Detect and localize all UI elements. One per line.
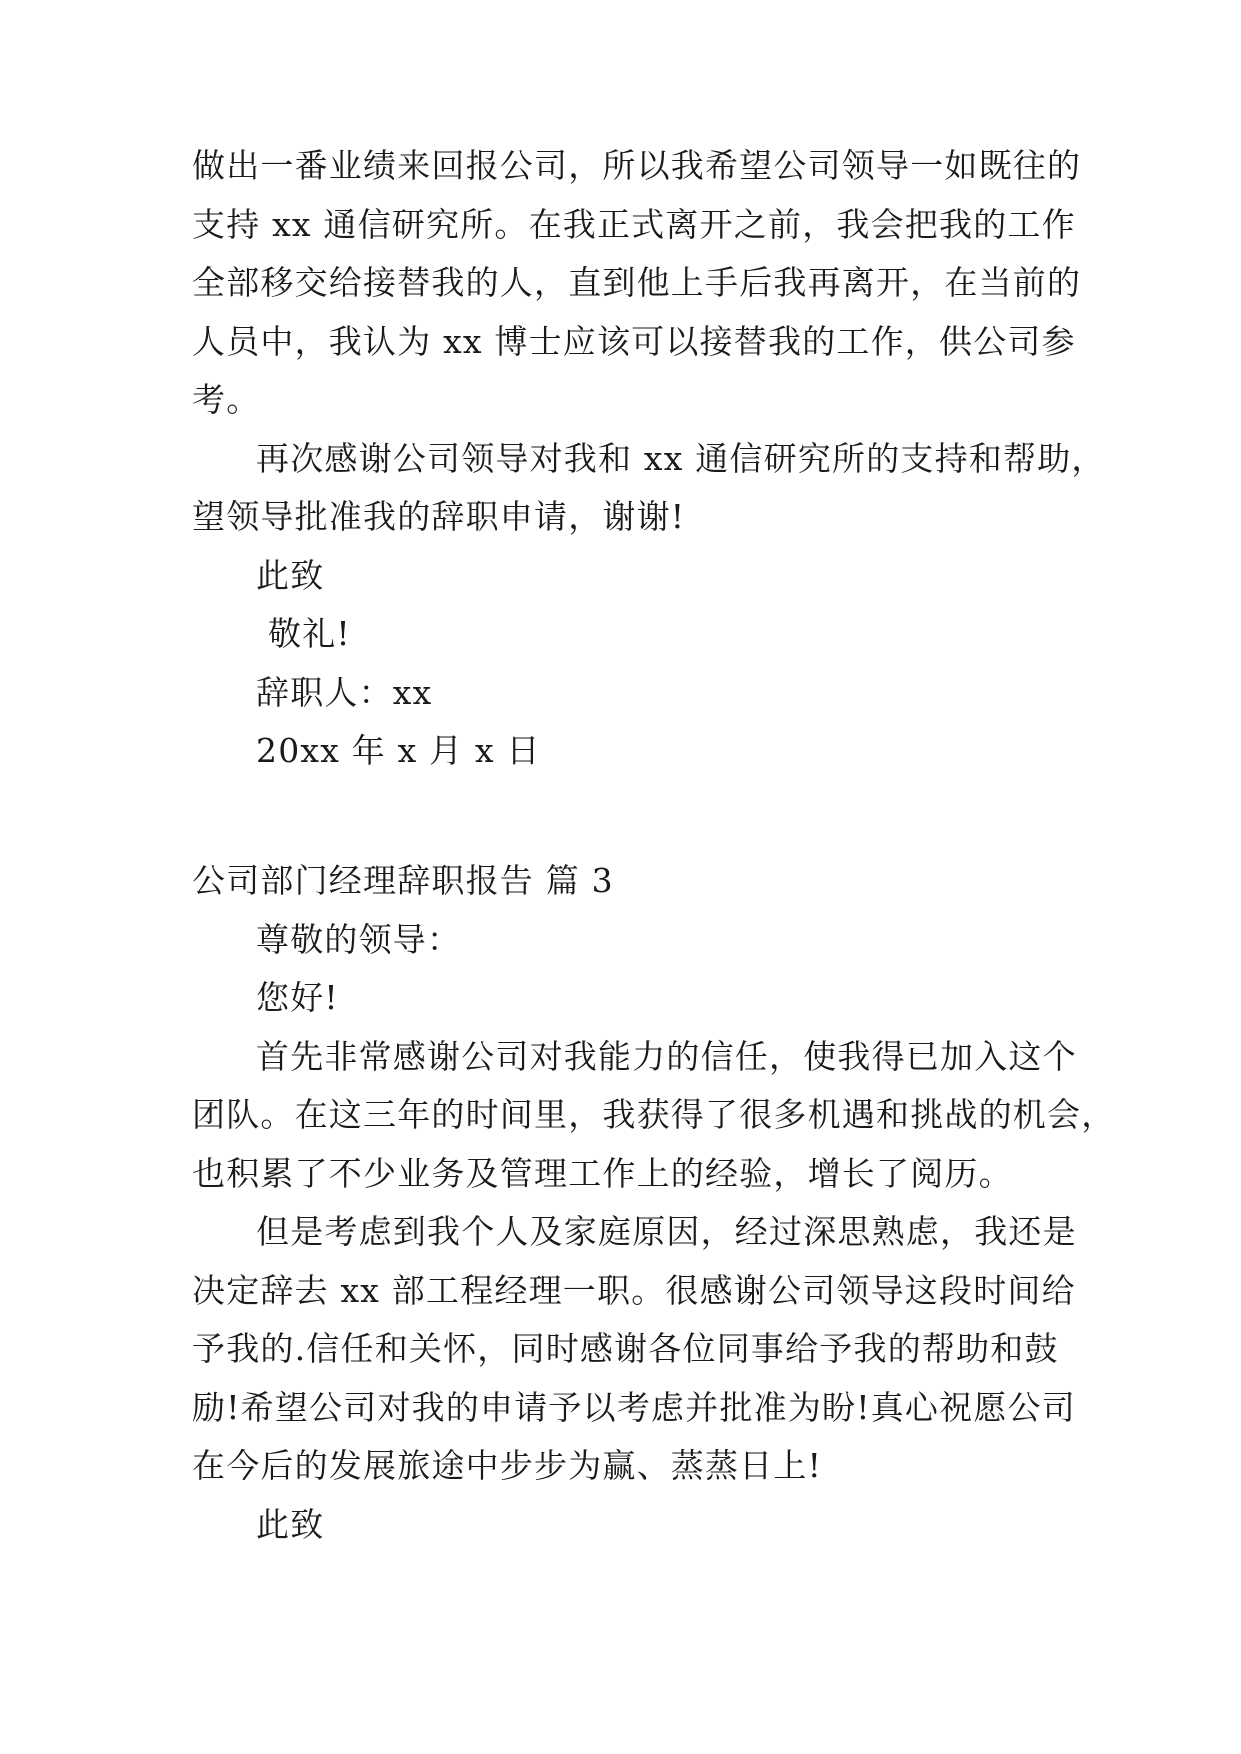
body-line: 再次感谢公司领导对我和 xx 通信研究所的支持和帮助， bbox=[256, 438, 1106, 478]
body-line: 支持 xx 通信研究所。在我正式离开之前，我会把我的工作 bbox=[192, 204, 1076, 244]
resignation-letter-continuation bbox=[192, 137, 1106, 781]
signer-line: 辞职人：xx bbox=[256, 672, 433, 712]
body-line: 首先非常感谢公司对我能力的信任，使我得已加入这个 bbox=[256, 1036, 1077, 1076]
body-line: 望领导批准我的辞职申请，谢谢! bbox=[192, 497, 686, 536]
section-heading: 公司部门经理辞职报告 篇 3 bbox=[192, 861, 614, 900]
greeting-line: 尊敬的领导： bbox=[256, 919, 462, 959]
body-line: 但是考虑到我个人及家庭原因，经过深思熟虑，我还是 bbox=[256, 1212, 1077, 1251]
body-line: 团队。在这三年的时间里，我获得了很多机遇和挑战的机会， bbox=[192, 1095, 1116, 1134]
hello-line: 您好! bbox=[256, 978, 339, 1017]
closing-phrase: 此致 bbox=[256, 555, 325, 595]
body-line: 也积累了不少业务及管理工作上的经验，增长了阅历。 bbox=[192, 1153, 1013, 1193]
body-line: 做出一番业绩来回报公司，所以我希望公司领导一如既往的 bbox=[192, 146, 1082, 185]
resignation-letter-3 bbox=[192, 852, 1116, 1554]
body-line: 全部移交给接替我的人，直到他上手后我再离开，在当前的 bbox=[192, 263, 1082, 302]
closing-phrase: 此致 bbox=[256, 1504, 325, 1544]
body-line: 予我的.信任和关怀，同时感谢各位同事给予我的帮助和鼓 bbox=[192, 1329, 1059, 1368]
body-line: 励!希望公司对我的申请予以考虑并批准为盼!真心祝愿公司 bbox=[192, 1387, 1076, 1427]
salute-phrase: 敬礼! bbox=[268, 614, 351, 653]
body-line: 决定辞去 xx 部工程经理一职。很感谢公司领导这段时间给 bbox=[192, 1270, 1076, 1310]
body-line: 人员中，我认为 xx 博士应该可以接替我的工作，供公司参 bbox=[192, 321, 1076, 361]
body-line: 考。 bbox=[192, 380, 261, 419]
body-line: 在今后的发展旅途中步步为赢、蒸蒸日上! bbox=[192, 1446, 823, 1485]
date-line: 20xx 年 x 月 x 日 bbox=[256, 731, 541, 770]
